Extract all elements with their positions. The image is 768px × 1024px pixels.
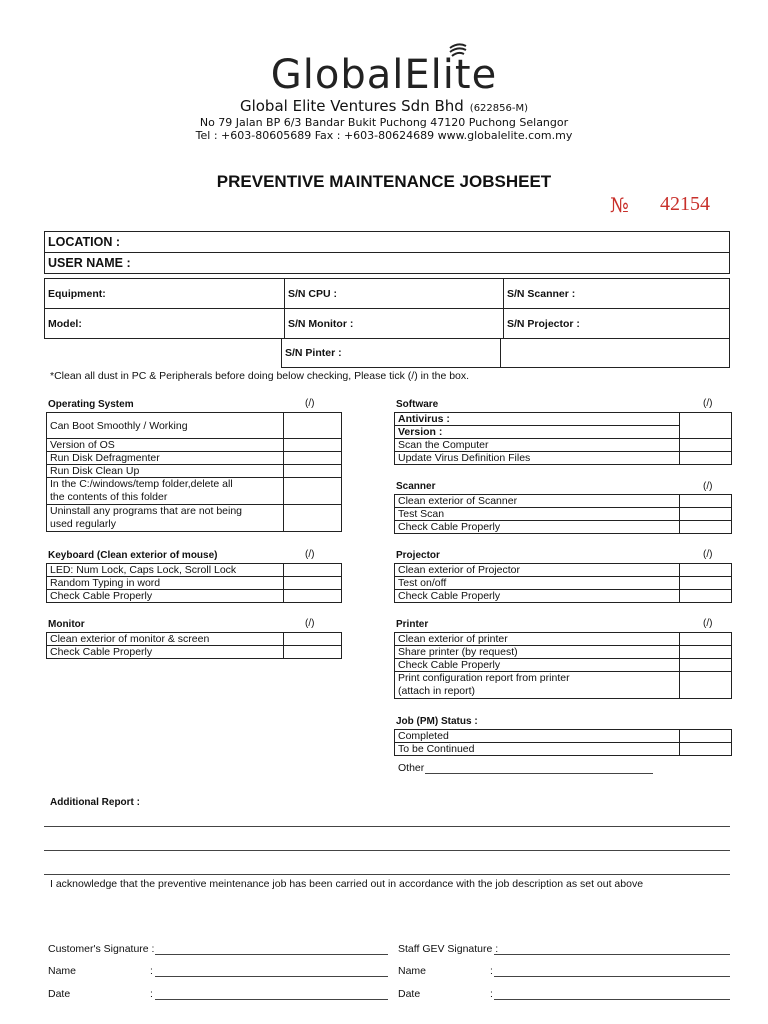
company-reg-no: (622856-M) xyxy=(469,103,529,114)
keyboard-checkbox[interactable] xyxy=(284,564,342,577)
company-name xyxy=(0,97,768,115)
customer-name-line[interactable] xyxy=(155,976,388,977)
os-item: Run Disk Clean Up xyxy=(47,465,284,478)
sn-printer-field[interactable]: S/N Pinter : xyxy=(282,339,501,368)
staff-signature-line[interactable] xyxy=(494,954,730,955)
printer-item xyxy=(395,672,680,699)
job-status-title: Job (PM) Status : xyxy=(396,716,478,727)
scanner-checkbox[interactable] xyxy=(680,508,732,521)
os-checkbox[interactable] xyxy=(284,439,342,452)
staff-date-label: Date xyxy=(398,988,421,1000)
keyboard-checklist xyxy=(46,563,342,603)
projector-checkbox[interactable] xyxy=(680,590,732,603)
os-item xyxy=(47,478,284,505)
staff-name-label: Name xyxy=(398,965,427,977)
job-status-item: Completed xyxy=(395,730,680,743)
job-status-checkbox[interactable] xyxy=(680,743,732,756)
printer-checkbox[interactable] xyxy=(680,646,732,659)
projector-item: Check Cable Properly xyxy=(395,590,680,603)
company-logo: GlobalElite xyxy=(270,52,498,98)
staff-name-line[interactable] xyxy=(494,976,730,977)
job-status-item: To be Continued xyxy=(395,743,680,756)
location-field[interactable]: LOCATION : xyxy=(45,232,730,253)
customer-name-colon: : xyxy=(150,965,153,977)
scanner-checkbox[interactable] xyxy=(680,521,732,534)
sn-monitor-field[interactable]: S/N Monitor : xyxy=(285,309,504,339)
sn-printer-blank[interactable] xyxy=(501,339,730,368)
os-item xyxy=(47,505,284,532)
projector-checkbox[interactable] xyxy=(680,577,732,590)
printer-sn-table xyxy=(281,338,730,368)
location-user-table xyxy=(44,231,730,274)
staff-date-colon: : xyxy=(490,988,493,1000)
customer-date-label: Date xyxy=(48,988,71,1000)
job-status-checklist xyxy=(394,729,732,756)
keyboard-checkbox[interactable] xyxy=(284,577,342,590)
job-status-checkbox[interactable] xyxy=(680,730,732,743)
sn-projector-field[interactable]: S/N Projector : xyxy=(504,309,730,339)
scanner-item: Clean exterior of Scanner xyxy=(395,495,680,508)
company-address: No 79 Jalan BP 6/3 Bandar Bukit Puchong 47120 Puchong Selangor xyxy=(199,116,569,129)
customer-signature-line[interactable] xyxy=(155,954,388,955)
sn-cpu-field[interactable]: S/N CPU : xyxy=(285,279,504,309)
staff-signature-label: Staff GEV Signature : xyxy=(398,943,499,955)
printer-item: Clean exterior of printer xyxy=(395,633,680,646)
keyboard-item: Check Cable Properly xyxy=(47,590,284,603)
scanner-checkbox[interactable] xyxy=(680,495,732,508)
os-checkbox[interactable] xyxy=(284,465,342,478)
software-tick-header: (/) xyxy=(703,398,713,409)
model-field[interactable]: Model: xyxy=(45,309,285,339)
additional-report-label: Additional Report : xyxy=(50,797,140,808)
printer-checkbox[interactable] xyxy=(680,672,732,699)
printer-item-line: Print configuration report from printer xyxy=(398,672,570,684)
printer-checkbox[interactable] xyxy=(680,633,732,646)
keyboard-checkbox[interactable] xyxy=(284,590,342,603)
projector-tick-header: (/) xyxy=(703,549,713,560)
serial-number: 42154 xyxy=(660,193,710,215)
equipment-field[interactable]: Equipment: xyxy=(45,279,285,309)
os-checkbox[interactable] xyxy=(284,452,342,465)
os-item: Can Boot Smoothly / Working xyxy=(47,413,284,439)
acknowledge-text: I acknowledge that the preventive meintenance job has been carried out in accordance with the job description as set out above xyxy=(50,878,644,890)
printer-item: Check Cable Properly xyxy=(395,659,680,672)
scanner-item: Test Scan xyxy=(395,508,680,521)
printer-checkbox[interactable] xyxy=(680,659,732,672)
monitor-item: Check Cable Properly xyxy=(47,646,284,659)
projector-section-title: Projector xyxy=(396,550,440,561)
other-label: Other xyxy=(398,762,425,774)
software-item: Update Virus Definition Files xyxy=(395,452,680,465)
software-checkbox[interactable] xyxy=(680,452,732,465)
os-checklist xyxy=(46,412,342,532)
os-checkbox[interactable] xyxy=(284,478,342,505)
staff-name-colon: : xyxy=(490,965,493,977)
company-name-text: Global Elite Ventures Sdn Bhd xyxy=(239,97,464,115)
scanner-tick-header: (/) xyxy=(703,481,713,492)
software-item: Version : xyxy=(395,426,680,439)
printer-item-line: (attach in report) xyxy=(398,685,476,697)
printer-section-title: Printer xyxy=(396,619,429,630)
projector-checklist xyxy=(394,563,732,603)
keyboard-tick-header: (/) xyxy=(305,549,315,560)
printer-tick-header: (/) xyxy=(703,618,713,629)
keyboard-item: Random Typing in word xyxy=(47,577,284,590)
projector-item: Clean exterior of Projector xyxy=(395,564,680,577)
monitor-checklist xyxy=(46,632,342,659)
report-line[interactable] xyxy=(44,850,730,851)
monitor-tick-header: (/) xyxy=(305,618,315,629)
printer-checklist xyxy=(394,632,732,699)
software-item: Scan the Computer xyxy=(395,439,680,452)
page-title: PREVENTIVE MAINTENANCE JOBSHEET xyxy=(216,172,552,191)
monitor-checkbox[interactable] xyxy=(284,646,342,659)
keyboard-item: LED: Num Lock, Caps Lock, Scroll Lock xyxy=(47,564,284,577)
printer-item: Share printer (by request) xyxy=(395,646,680,659)
customer-date-line[interactable] xyxy=(155,999,388,1000)
report-line[interactable] xyxy=(44,874,730,875)
report-line[interactable] xyxy=(44,826,730,827)
software-item: Antivirus : xyxy=(395,413,680,426)
customer-name-label: Name xyxy=(48,965,77,977)
sn-scanner-field[interactable]: S/N Scanner : xyxy=(504,279,730,309)
os-checkbox[interactable] xyxy=(284,505,342,532)
os-tick-header: (/) xyxy=(305,398,315,409)
projector-item: Test on/off xyxy=(395,577,680,590)
projector-checkbox[interactable] xyxy=(680,564,732,577)
customer-signature-label: Customer's Signature : xyxy=(48,943,155,955)
software-checkbox[interactable] xyxy=(680,413,732,439)
monitor-item: Clean exterior of monitor & screen xyxy=(47,633,284,646)
customer-date-colon: : xyxy=(150,988,153,1000)
os-item-line: Uninstall any programs that are not being xyxy=(50,505,243,517)
keyboard-section-title: Keyboard (Clean exterior of mouse) xyxy=(48,550,218,561)
user-name-field[interactable]: USER NAME : xyxy=(45,253,730,274)
equipment-table xyxy=(44,278,730,339)
monitor-checkbox[interactable] xyxy=(284,633,342,646)
scanner-checklist xyxy=(394,494,732,534)
os-item-line: In the C:/windows/temp folder,delete all xyxy=(50,478,233,490)
os-item: Run Disk Defragmenter xyxy=(47,452,284,465)
os-section-title: Operating System xyxy=(48,399,134,410)
os-item: Version of OS xyxy=(47,439,284,452)
os-item-line: used regularly xyxy=(50,518,116,530)
os-item-line: the contents of this folder xyxy=(50,491,168,503)
software-checklist xyxy=(394,412,732,465)
os-checkbox[interactable] xyxy=(284,413,342,439)
software-checkbox[interactable] xyxy=(680,439,732,452)
serial-number-label: № xyxy=(610,193,629,217)
scanner-section-title: Scanner xyxy=(396,481,436,492)
staff-date-line[interactable] xyxy=(494,999,730,1000)
monitor-section-title: Monitor xyxy=(48,619,85,630)
scanner-item: Check Cable Properly xyxy=(395,521,680,534)
software-section-title: Software xyxy=(396,399,439,410)
company-contact: Tel : +603-80605689 Fax : +603-80624689 www.globalelite.com.my xyxy=(195,129,573,142)
instruction-text: *Clean all dust in PC & Peripherals before doing below checking, Please tick (/) in the box. xyxy=(50,370,470,382)
other-input-line[interactable] xyxy=(425,773,653,774)
